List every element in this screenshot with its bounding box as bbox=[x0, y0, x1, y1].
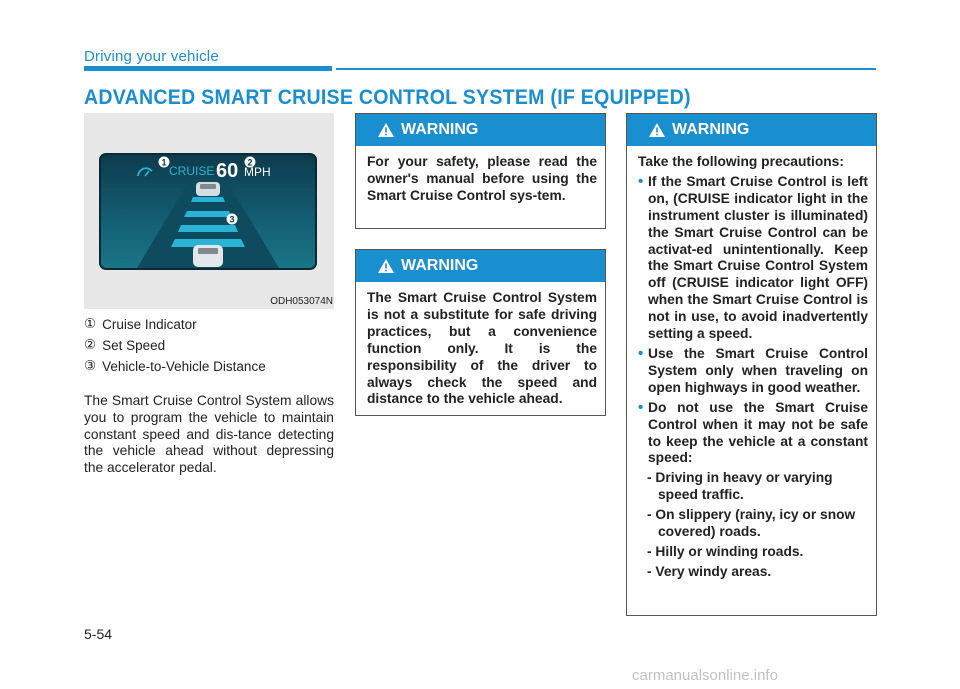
warning-text: The Smart Cruise Control System is not a substitute for safe driving practices, but a convenience function only. It is the responsibility of the driver to always check the speed and distance to the vehicle ahead. bbox=[367, 290, 597, 407]
cluster-illustration bbox=[101, 155, 315, 268]
legend-label: Cruise Indicator bbox=[102, 316, 197, 332]
legend-number: ② bbox=[84, 337, 97, 352]
distance-bar-1 bbox=[191, 197, 225, 202]
header-rule-thin bbox=[336, 68, 876, 70]
list-item: - Very windy areas. bbox=[647, 563, 772, 579]
watermark: carmanualsonline.info bbox=[632, 667, 778, 684]
legend-item-cruise-indicator bbox=[84, 316, 334, 332]
marker-1-label: 1 bbox=[161, 157, 167, 168]
precaution-list bbox=[638, 174, 868, 467]
legend-label: Vehicle-to-Vehicle Distance bbox=[102, 358, 266, 374]
cluster-figure bbox=[84, 113, 334, 309]
list-item: • Do not use the Smart Cruise Control when it may not be safe to keep the vehicle at a constant speed: bbox=[638, 400, 868, 468]
warning-box-substitute bbox=[355, 249, 606, 416]
warning-triangle-icon bbox=[378, 123, 394, 137]
marker-3-label: 3 bbox=[229, 214, 235, 225]
warning-heading: WARNING bbox=[401, 257, 479, 274]
figure-code: ODH053074N bbox=[270, 296, 333, 307]
cluster-display bbox=[99, 153, 317, 270]
page-number: 5-54 bbox=[84, 626, 113, 642]
list-item: • If the Smart Cruise Control is left on, (CRUISE indicator light in the instrument cluster is illuminated) the Smart Cruise Control can be activat-ed unintentionally. Keep the Smart Cruise Control System off (CRUISE indicator light OFF) when the Smart Cruise Control is not in use, to avoid inadvertently setting a speed. bbox=[638, 174, 868, 343]
cruise-indicator-text: CRUISE bbox=[169, 164, 215, 178]
warning-box-precautions bbox=[626, 113, 877, 616]
section-label: Driving your vehicle bbox=[84, 48, 219, 65]
warning-header bbox=[627, 114, 876, 146]
legend-item-distance bbox=[84, 358, 334, 374]
warning-content bbox=[627, 146, 876, 592]
marker-2-label: 2 bbox=[247, 157, 253, 168]
legend-label: Set Speed bbox=[102, 337, 166, 353]
warning-header bbox=[356, 250, 605, 282]
figure-legend bbox=[84, 316, 334, 379]
warning-heading: WARNING bbox=[672, 121, 750, 138]
page-title: ADVANCED SMART CRUISE CONTROL SYSTEM (IF EQUIPPED) bbox=[84, 86, 691, 109]
set-speed-value: 60 bbox=[216, 160, 239, 182]
cruise-speedometer-icon bbox=[138, 168, 152, 176]
list-item: - Hilly or winding roads. bbox=[647, 543, 804, 559]
speed-unit: MPH bbox=[244, 165, 271, 179]
header-rule-thick bbox=[84, 66, 332, 71]
warning-text: For your safety, please read the owner's manual before using the Smart Cruise Control sys-tem. bbox=[367, 154, 597, 203]
distance-bar-3 bbox=[178, 225, 238, 232]
list-item: - On slippery (rainy, icy or snow covered) roads. bbox=[647, 507, 856, 540]
warning-intro: Take the following precautions: bbox=[638, 154, 844, 169]
legend-number: ① bbox=[84, 316, 97, 331]
warning-heading: WARNING bbox=[401, 121, 479, 138]
warning-header bbox=[356, 114, 605, 146]
warning-box-safety bbox=[355, 113, 606, 229]
warning-triangle-icon bbox=[649, 123, 665, 137]
warning-triangle-icon bbox=[378, 259, 394, 273]
legend-item-set-speed bbox=[84, 337, 334, 353]
list-item: - Driving in heavy or varying speed traffic. bbox=[647, 470, 833, 503]
description-paragraph: The Smart Cruise Control System allows you to program the vehicle to maintain constant speed and dis-tance detecting the vehicle ahead without depressing the accelerator pedal. bbox=[84, 393, 334, 476]
legend-number: ③ bbox=[84, 358, 97, 373]
list-item: • Use the Smart Cruise Control System only when traveling on open highways in good weather. bbox=[638, 346, 868, 397]
distance-bar-2 bbox=[184, 211, 232, 217]
unsafe-conditions-list bbox=[638, 470, 868, 580]
